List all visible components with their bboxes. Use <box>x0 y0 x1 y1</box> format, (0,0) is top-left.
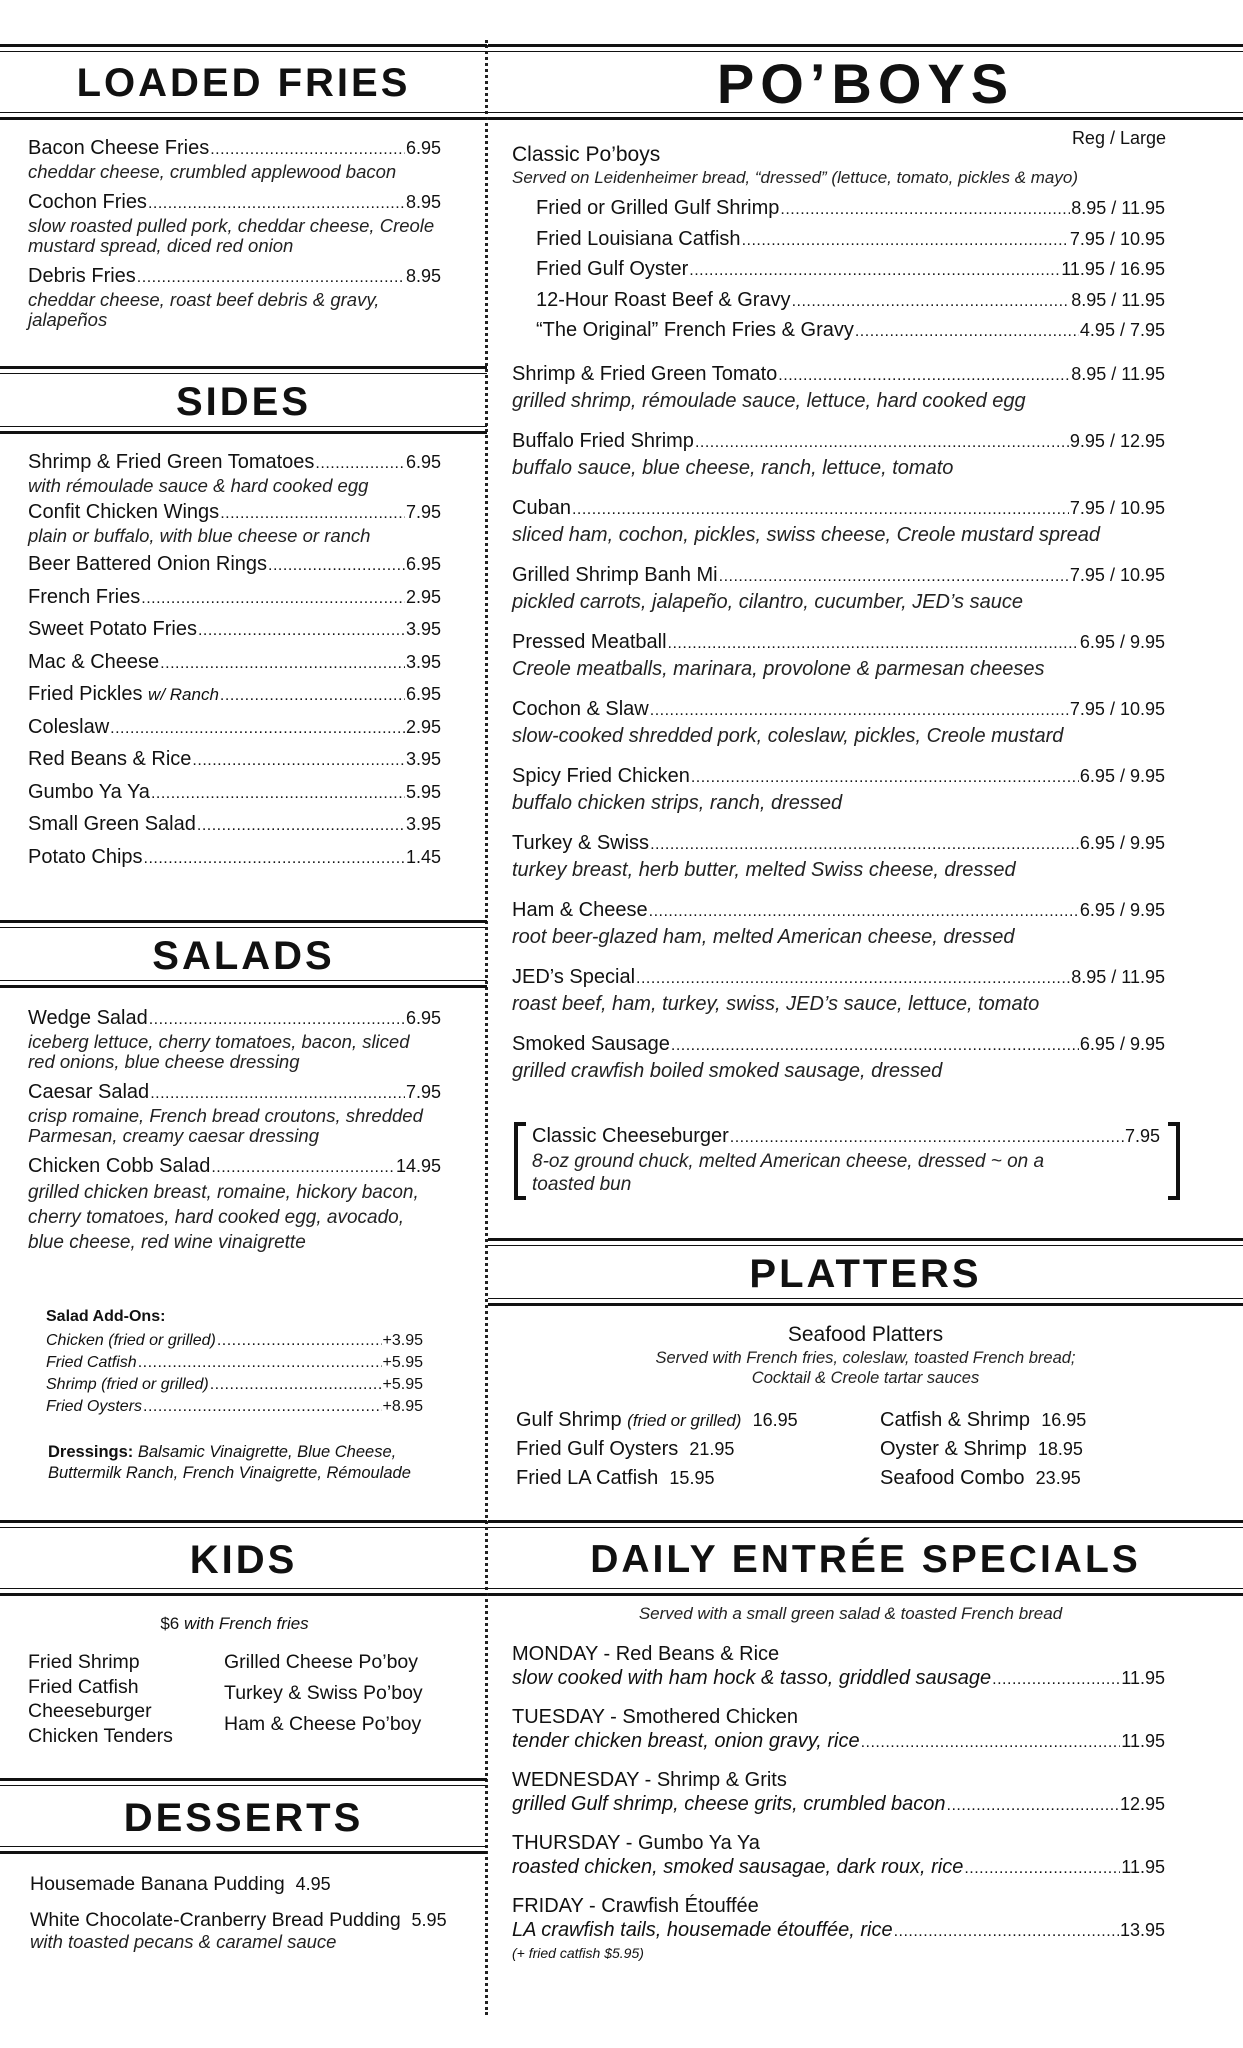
item-name: Wedge Salad <box>28 1007 148 1029</box>
item-description: root beer-glazed ham, melted American cheese, dressed <box>512 926 1015 948</box>
special-item <box>512 1642 1165 1705</box>
kids-item: Chicken Tenders <box>28 1724 173 1747</box>
item-description: grilled shrimp, rémoulade sauce, lettuce, hard cooked egg <box>512 390 1026 412</box>
kids-item: Grilled Cheese Po’boy <box>224 1651 419 1673</box>
item-name: Mac & Cheese <box>28 650 160 673</box>
menu-item <box>28 650 441 683</box>
item-name: Spicy Fried Chicken <box>512 765 690 787</box>
specials-header <box>488 1520 1243 1596</box>
item-name: White Chocolate-Cranberry Bread Pudding <box>30 1909 401 1931</box>
item-description: grilled chicken breast, romaine, hickory bacon, cherry tomatoes, hard cooked egg, avocado, blue cheese, red wine vinaigrette <box>28 1182 419 1253</box>
addon-name: Fried Catfish <box>46 1354 137 1371</box>
item-description: Creole meatballs, marinara, provolone & parmesan cheeses <box>512 658 1045 680</box>
menu-item <box>536 227 1165 258</box>
item-price: 3.95 <box>405 651 441 672</box>
bracket-left <box>514 1122 526 1200</box>
special-price: 11.95 <box>1121 1668 1165 1688</box>
platters-subtitle: Seafood Platters <box>787 1323 944 1346</box>
item-name: Cuban <box>512 497 571 519</box>
menu-item <box>512 697 1165 764</box>
item-description: with toasted pecans & caramel sauce <box>30 1931 337 1952</box>
sides-section <box>0 450 487 877</box>
item-price: 1.45 <box>405 846 441 867</box>
menu-item <box>28 617 441 650</box>
menu-item <box>512 764 1165 831</box>
dressings-label: Dressings: <box>48 1443 134 1461</box>
item-price: 8.95 / 11.95 <box>1071 198 1165 218</box>
menu-item <box>28 190 441 256</box>
cheeseburger-box <box>514 1122 1160 1200</box>
item-name: “The Original” French Fries & Gravy <box>536 319 854 341</box>
menu-item <box>512 563 1165 630</box>
kids-price-note: with French fries <box>183 1614 309 1633</box>
menu-item <box>28 1080 441 1146</box>
platters-col-right <box>880 1406 1086 1493</box>
special-title: MONDAY - Red Beans & Rice <box>512 1643 780 1665</box>
item-description: slow-cooked shredded pork, coleslaw, pickles, Creole mustard <box>512 725 1064 747</box>
bracket-right <box>1168 1122 1180 1200</box>
item-price: 14.95 <box>395 1156 441 1176</box>
item-name: Fried Pickles <box>28 683 143 705</box>
addon-item <box>46 1330 423 1352</box>
item-price: 8.95 / 11.95 <box>1071 967 1165 987</box>
item-name: Beer Battered Onion Rings <box>28 553 268 575</box>
poboys-classic <box>488 128 1243 349</box>
kids-col-1 <box>28 1650 224 1748</box>
item-price: 6.95 <box>405 1008 441 1028</box>
item-description: buffalo sauce, blue cheese, ranch, lettuce, tomato <box>512 457 954 479</box>
item-name: Housemade Banana Pudding <box>30 1873 285 1895</box>
item-description: crisp romaine, French bread croutons, shredded Parmesan, creamy caesar dressing <box>28 1105 423 1146</box>
item-note: w/ Ranch <box>148 685 219 704</box>
sides-header <box>0 366 487 434</box>
item-name: Cochon Fries <box>28 191 147 213</box>
special-price: 11.95 <box>1121 1857 1165 1877</box>
item-description: 8-oz ground chuck, melted American cheese, dressed ~ on a toasted bun <box>532 1151 1045 1195</box>
menu-item <box>30 1908 447 1952</box>
item-price: 6.95 / 9.95 <box>1079 900 1165 920</box>
item-price: 7.95 / 10.95 <box>1069 565 1165 585</box>
item-price: 7.95 / 10.95 <box>1069 228 1165 249</box>
special-desc: slow cooked with ham hock & tasso, griddled sausage <box>512 1667 992 1689</box>
special-item <box>512 1768 1165 1831</box>
item-name: Confit Chicken Wings <box>28 501 220 523</box>
special-title: WEDNESDAY - Shrimp & Grits <box>512 1769 787 1791</box>
item-name: Shrimp & Fried Green Tomato <box>512 363 778 385</box>
item-price: 6.95 <box>405 684 441 704</box>
salads-header <box>0 920 487 988</box>
item-price: 8.95 <box>405 266 441 286</box>
item-price: 9.95 / 12.95 <box>1069 431 1165 451</box>
special-item <box>512 1894 1165 1962</box>
kids-item: Ham & Cheese Po’boy <box>224 1713 422 1735</box>
menu-item <box>28 1006 441 1072</box>
desserts-section <box>0 1872 487 1952</box>
platters-title: PLATTERS <box>749 1252 982 1296</box>
platters-col-left <box>516 1406 880 1493</box>
menu-item <box>512 429 1165 496</box>
platters-note-2: Cocktail & Creole tartar sauces <box>751 1369 980 1387</box>
item-price: 6.95 <box>405 138 441 158</box>
addon-item <box>46 1374 423 1396</box>
menu-item <box>28 1154 441 1255</box>
item-description: with rémoulade sauce & hard cooked egg <box>28 475 369 496</box>
special-item <box>512 1705 1165 1768</box>
menu-item <box>536 257 1165 288</box>
item-name: Potato Chips <box>28 845 143 868</box>
addon-item <box>46 1352 423 1374</box>
item-price: 6.95 <box>405 452 441 472</box>
menu-item <box>536 318 1165 349</box>
menu-item <box>512 496 1165 563</box>
item-name: Ham & Cheese <box>512 899 648 921</box>
poboys-title: PO’BOYS <box>716 52 1015 115</box>
item-description: sliced ham, cochon, pickles, swiss cheese, Creole mustard spread <box>512 524 1101 546</box>
menu-item <box>28 450 441 496</box>
size-header: Reg / Large <box>1071 128 1166 148</box>
item-description: cheddar cheese, crumbled applewood bacon <box>28 161 397 182</box>
item-price: 5.95 <box>411 1910 447 1930</box>
item-price: 5.95 <box>405 781 441 802</box>
platter-item: Seafood Combo 23.95 <box>880 1467 1081 1489</box>
item-name: Shrimp & Fried Green Tomatoes <box>28 451 315 473</box>
desserts-title: DESSERTS <box>123 1796 364 1840</box>
sides-title: SIDES <box>175 380 312 424</box>
kids-item: Cheeseburger <box>28 1700 152 1722</box>
kids-section <box>0 1614 487 1748</box>
desserts-header <box>0 1778 487 1854</box>
special-title: FRIDAY - Crawfish Étouffée <box>512 1895 759 1917</box>
item-description: buffalo chicken strips, ranch, dressed <box>512 792 843 814</box>
item-name: Cochon & Slaw <box>512 698 649 720</box>
item-name: 12-Hour Roast Beef & Gravy <box>536 288 791 311</box>
item-description: iceberg lettuce, cherry tomatoes, bacon, sliced red onions, blue cheese dressing <box>28 1031 410 1072</box>
salad-addons <box>0 1306 487 1418</box>
item-name: Coleslaw <box>28 715 110 738</box>
item-name: Chicken Cobb Salad <box>28 1155 211 1177</box>
platter-item: Fried LA Catfish 15.95 <box>516 1467 715 1489</box>
classic-title: Classic Po’boys <box>512 143 661 166</box>
kids-title: KIDS <box>189 1538 298 1582</box>
menu-item <box>28 264 441 330</box>
addon-name: Fried Oysters <box>46 1398 143 1415</box>
platters-section <box>488 1322 1243 1388</box>
specials-title: DAILY ENTRÉE SPECIALS <box>590 1538 1141 1581</box>
loaded-fries-header <box>0 44 487 120</box>
item-name: Fried or Grilled Gulf Shrimp <box>536 197 780 219</box>
item-description: grilled crawfish boiled smoked sausage, dressed <box>512 1060 943 1082</box>
item-name: Bacon Cheese Fries <box>28 137 210 159</box>
specials-subtitle: Served with a small green salad & toasted French bread <box>638 1604 1063 1623</box>
menu-item <box>28 747 441 780</box>
menu-item <box>28 585 441 618</box>
item-name: Caesar Salad <box>28 1081 150 1103</box>
menu-item <box>512 362 1165 429</box>
kids-price: $6 <box>160 1614 180 1633</box>
item-name: Sweet Potato Fries <box>28 618 197 640</box>
menu-item <box>28 715 441 748</box>
item-name: Buffalo Fried Shrimp <box>512 430 694 452</box>
kids-header <box>0 1520 487 1596</box>
classic-subtitle: Served on Leidenheimer bread, “dressed” (lettuce, tomato, pickles & mayo) <box>512 168 1078 187</box>
salads-title: SALADS <box>152 934 335 978</box>
special-title: THURSDAY - Gumbo Ya Ya <box>512 1832 760 1854</box>
menu-item <box>512 831 1165 898</box>
item-price: 2.95 <box>405 586 441 607</box>
kids-price-line <box>28 1614 441 1634</box>
item-name: Gumbo Ya Ya <box>28 780 150 803</box>
menu-item <box>28 552 441 585</box>
kids-items <box>28 1650 441 1748</box>
menu-item <box>28 136 441 182</box>
addon-name: Chicken (fried or grilled) <box>46 1332 216 1349</box>
item-price: 8.95 / 11.95 <box>1071 289 1165 310</box>
item-name: Red Beans & Rice <box>28 748 192 770</box>
platter-item: Gulf Shrimp (fried or grilled) 16.95 <box>516 1409 798 1431</box>
item-price: 7.95 <box>405 1082 441 1102</box>
item-price: 6.95 / 9.95 <box>1079 632 1165 652</box>
addon-price: +3.95 <box>382 1332 423 1349</box>
item-price: 4.95 / 7.95 <box>1079 320 1165 340</box>
item-name: Classic Cheeseburger <box>532 1125 729 1147</box>
menu-item <box>28 812 441 845</box>
item-description: cheddar cheese, roast beef debris & gravy, jalapeños <box>28 289 380 330</box>
menu-item <box>512 1032 1165 1099</box>
special-price: 11.95 <box>1121 1731 1165 1751</box>
item-name: Grilled Shrimp Banh Mi <box>512 564 718 586</box>
addon-price: +5.95 <box>382 1376 423 1393</box>
platters-header <box>488 1238 1243 1306</box>
item-price: 3.95 <box>405 814 441 834</box>
item-description: slow roasted pulled pork, cheddar cheese, Creole mustard spread, diced red onion <box>28 215 435 256</box>
salad-dressings <box>0 1442 487 1484</box>
menu-item <box>536 196 1165 227</box>
item-name: Smoked Sausage <box>512 1033 670 1055</box>
item-description: plain or buffalo, with blue cheese or ranch <box>28 525 371 546</box>
addons-title: Salad Add-Ons: <box>46 1308 166 1325</box>
item-name: Turkey & Swiss <box>512 832 650 854</box>
salads-section <box>0 1006 487 1255</box>
item-price: 3.95 <box>405 749 441 769</box>
item-price: 7.95 <box>405 502 441 522</box>
menu-item <box>28 845 441 878</box>
kids-item: Fried Shrimp <box>28 1651 140 1673</box>
item-price: 8.95 / 11.95 <box>1071 364 1165 384</box>
poboys-header <box>488 44 1243 120</box>
item-price: 6.95 / 9.95 <box>1079 766 1165 786</box>
menu-item <box>512 898 1165 965</box>
item-description: roast beef, ham, turkey, swiss, JED’s sauce, lettuce, tomato <box>512 993 1040 1015</box>
right-column <box>488 0 1243 2048</box>
item-price: 3.95 <box>405 619 441 639</box>
item-name: Fried Louisiana Catfish <box>536 227 741 250</box>
menu-item <box>28 780 441 813</box>
special-desc: grilled Gulf shrimp, cheese grits, crumbled bacon <box>512 1793 946 1815</box>
left-column <box>0 0 487 2048</box>
kids-item: Fried Catfish <box>28 1675 139 1698</box>
item-price: 6.95 / 9.95 <box>1079 1034 1165 1054</box>
item-price: 6.95 / 9.95 <box>1079 833 1165 853</box>
platters-grid <box>488 1406 1243 1493</box>
platter-item: Fried Gulf Oysters 21.95 <box>516 1438 735 1460</box>
platters-note-1: Served with French fries, coleslaw, toasted French bread; <box>655 1349 1076 1367</box>
item-price: 8.95 <box>405 192 441 212</box>
special-desc: roasted chicken, smoked sausagae, dark roux, rice <box>512 1856 964 1878</box>
item-description: turkey breast, herb butter, melted Swiss cheese, dressed <box>512 859 1016 881</box>
loaded-fries-title: LOADED FRIES <box>76 61 411 105</box>
item-price: 11.95 / 16.95 <box>1061 259 1165 279</box>
item-price: 7.95 / 10.95 <box>1069 498 1165 518</box>
special-desc: LA crawfish tails, housemade étouffée, rice <box>512 1919 893 1941</box>
special-note: (+ fried catfish $5.95) <box>512 1945 644 1961</box>
special-price: 13.95 <box>1119 1920 1165 1940</box>
item-price: 7.95 <box>1124 1126 1160 1146</box>
loaded-fries-section <box>0 136 487 330</box>
item-price: 4.95 <box>295 1874 331 1894</box>
item-price: 7.95 / 10.95 <box>1069 699 1165 719</box>
poboys-list <box>488 362 1243 1099</box>
menu-item <box>512 630 1165 697</box>
item-name: Pressed Meatball <box>512 631 667 653</box>
addon-item <box>46 1396 423 1418</box>
menu-item <box>28 500 441 546</box>
item-name: Fried Gulf Oyster <box>536 258 689 280</box>
item-name: French Fries <box>28 585 141 608</box>
specials-section <box>488 1604 1243 1962</box>
item-price: 6.95 <box>405 554 441 574</box>
dressings-list: Balsamic Vinaigrette, Blue Cheese, Buttermilk Ranch, French Vinaigrette, Rémoulade <box>48 1443 411 1482</box>
kids-item: Turkey & Swiss Po’boy <box>224 1682 423 1704</box>
item-name: JED’s Special <box>512 966 636 988</box>
special-title: TUESDAY - Smothered Chicken <box>512 1706 799 1728</box>
special-desc: tender chicken breast, onion gravy, rice <box>512 1730 860 1752</box>
menu-item <box>28 682 441 715</box>
addon-price: +8.95 <box>382 1398 423 1415</box>
platter-item: Catfish & Shrimp 16.95 <box>880 1409 1087 1431</box>
menu-item <box>30 1872 441 1896</box>
item-price: 2.95 <box>405 716 441 737</box>
item-description: pickled carrots, jalapeño, cilantro, cucumber, JED’s sauce <box>512 591 1023 613</box>
item-name: Small Green Salad <box>28 813 196 835</box>
special-item <box>512 1831 1165 1894</box>
kids-col-2 <box>224 1647 423 1748</box>
menu-item <box>512 965 1165 1032</box>
special-price: 12.95 <box>1119 1794 1165 1814</box>
addon-price: +5.95 <box>382 1354 423 1371</box>
addon-name: Shrimp (fried or grilled) <box>46 1376 209 1393</box>
menu-item <box>536 288 1165 319</box>
platter-item: Oyster & Shrimp 18.95 <box>880 1438 1083 1460</box>
item-name: Debris Fries <box>28 265 136 287</box>
